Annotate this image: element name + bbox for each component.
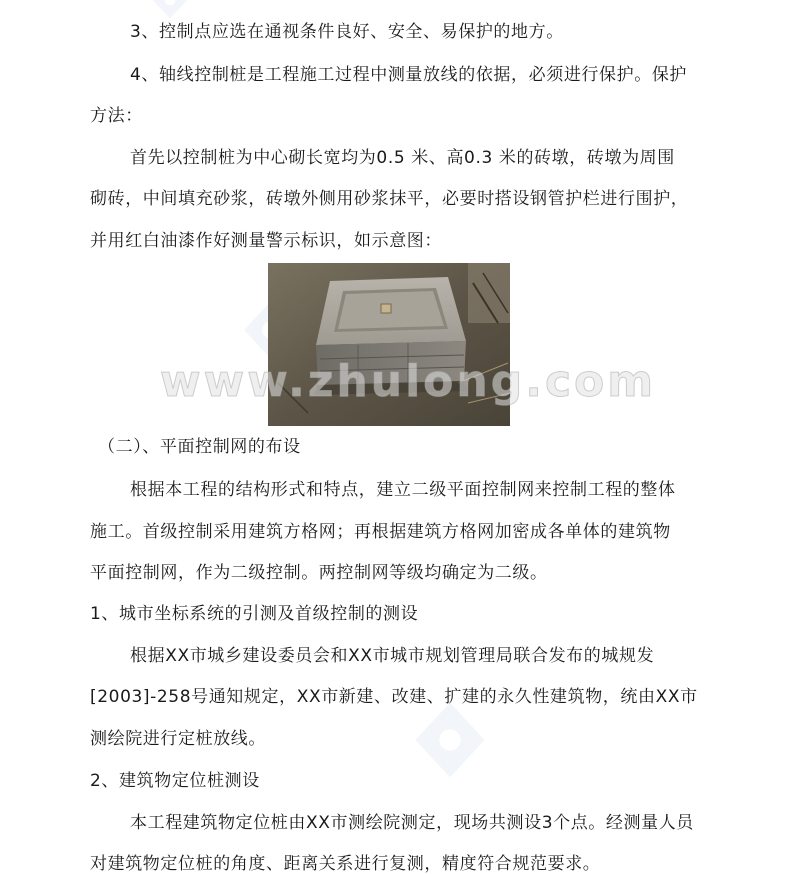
paragraph-line: 4、轴线控制桩是工程施工过程中测量放线的依据，必须进行保护。保护 <box>130 65 688 85</box>
section-heading: （二）、平面控制网的布设 <box>98 437 301 457</box>
subsection-heading: 2、建筑物定位桩测设 <box>90 771 260 791</box>
watermark-snowflake-icon <box>410 700 490 780</box>
brick-pier-illustration <box>268 263 510 426</box>
paragraph-line: 砌砖，中间填充砂浆，砖墩外侧用砂浆抹平，必要时搭设钢管护栏进行围护， <box>90 189 689 209</box>
watermark-snowflake-icon <box>140 0 200 20</box>
watermark-text: www.zhulong.com <box>160 356 657 407</box>
paragraph-line: 平面控制网，作为二级控制。两控制网等级均确定为二级。 <box>90 563 548 583</box>
paragraph-line: 3、控制点应选在通视条件良好、安全、易保护的地方。 <box>130 22 564 42</box>
control-stake-photo <box>268 263 510 426</box>
paragraph-line: 方法： <box>90 106 143 126</box>
paragraph-line: 对建筑物定位桩的角度、距离关系进行复测，精度符合规范要求。 <box>90 854 601 874</box>
subsection-heading: 1、城市坐标系统的引测及首级控制的测设 <box>90 604 419 624</box>
paragraph-line: 施工。首级控制采用建筑方格网；再根据建筑方格网加密成各单体的建筑物 <box>90 522 671 542</box>
paragraph-line: 根据XX市城乡建设委员会和XX市城市规划管理局联合发布的城规发 <box>130 646 655 666</box>
paragraph-line: 根据本工程的结构形式和特点，建立二级平面控制网来控制工程的整体 <box>130 480 676 500</box>
paragraph-line: [2003]-258号通知规定，XX市新建、改建、扩建的永久性建筑物，统由XX市 <box>90 687 698 707</box>
paragraph-line: 并用红白油漆作好测量警示标识，如示意图： <box>90 231 442 251</box>
paragraph-line: 测绘院进行定桩放线。 <box>90 729 266 749</box>
paragraph-line: 首先以控制桩为中心砌长宽均为0.5 米、高0.3 米的砖墩，砖墩为周围 <box>130 148 675 168</box>
paragraph-line: 本工程建筑物定位桩由XX市测绘院测定，现场共测设3个点。经测量人员 <box>130 813 694 833</box>
